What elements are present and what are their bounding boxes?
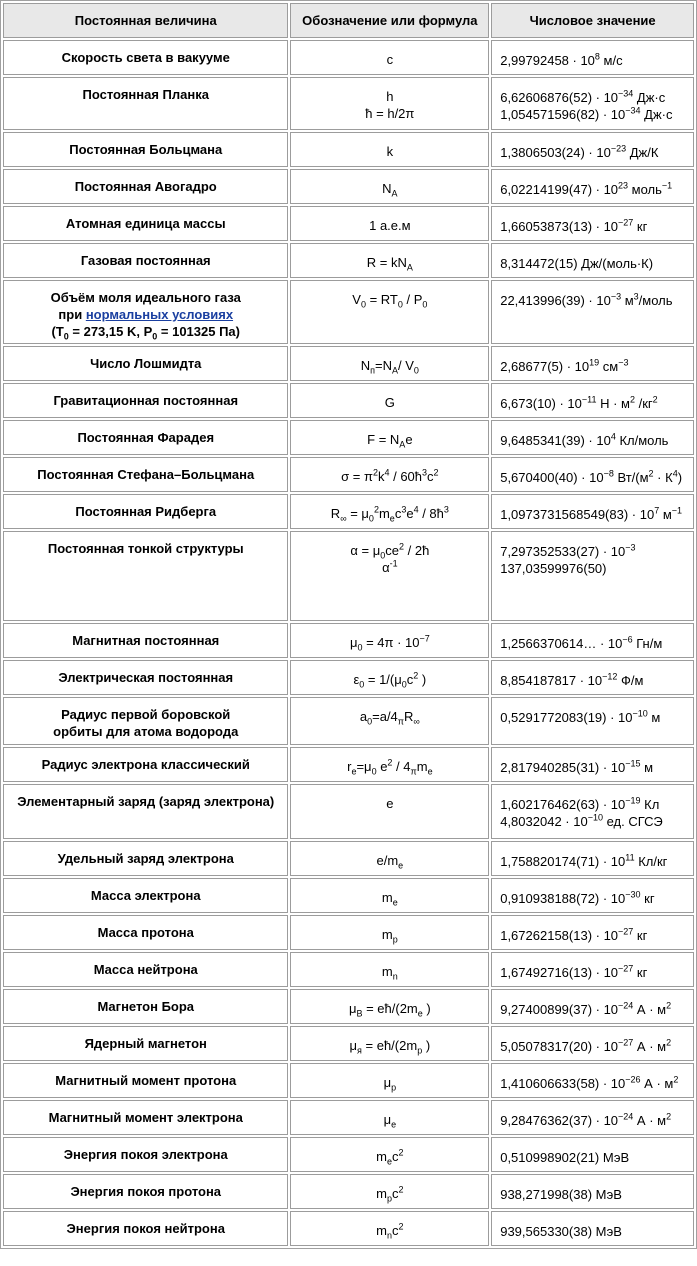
constant-symbol-line: $e/m_e$ [376,853,404,871]
constant-value-line: 0,510998902(21) МэВ [500,1150,630,1165]
constant-symbol-cell [290,457,489,492]
constant-value-cell [491,989,694,1024]
constant-name-cell [3,280,288,344]
constant-symbol-cell [290,878,489,913]
constant-name-line: Масса нейтрона [93,962,198,977]
constant-name-line: Масса электрона [90,888,201,903]
constant-symbol-line: $\alpha = \mu_0ce^2$ / 2ħ [350,541,430,561]
constant-symbol-line: c [386,52,394,67]
constant-value-cell [491,1174,694,1209]
constant-value-line: $8,854187817 \cdot 10^{-12}$ Ф/м [500,671,644,688]
constant-symbol-cell [290,915,489,950]
constant-value-cell [491,531,694,621]
constant-value-line: $2,68677(5) \cdot 10^{19}$ $см^{-3}$ [500,357,629,374]
constant-name-cell [3,1137,288,1172]
constant-value-cell [491,1137,694,1172]
constant-symbol-cell [290,494,489,529]
constant-symbol-cell [290,747,489,782]
table-row [3,878,694,913]
constant-symbol-cell [290,383,489,418]
constant-name-line: Магнитная постоянная [72,633,220,648]
constant-symbol-line: e [386,796,394,811]
constant-value-line: $9,27400899(37) \cdot 10^{-24}$ $А \cdot м^2$ [500,1000,672,1017]
constant-symbol-cell [290,989,489,1024]
table-row [3,915,694,950]
constant-name-cell [3,1026,288,1061]
table-row [3,40,694,75]
constant-value-cell [491,132,694,167]
constant-value-cell [491,383,694,418]
constant-value-cell [491,1063,694,1098]
header-row [3,3,694,38]
constant-symbol-line: ħ = h/2π [365,106,415,121]
constant-symbol-cell [290,697,489,745]
table-row [3,660,694,695]
constant-name-cell [3,989,288,1024]
constant-symbol-cell [290,841,489,876]
constant-symbol-line: $\alpha^{-1}$ [382,558,398,575]
constant-name-line: Гравитационная постоянная [53,393,239,408]
constant-symbol-cell [290,784,489,839]
constant-value-cell [491,346,694,381]
constant-name-line: Магнетон Бора [97,999,195,1014]
constant-symbol-line: $\mu_p$ [383,1075,397,1093]
constant-symbol-line: $\varepsilon_0 = 1/(\mu_0c^2$ ) [353,670,427,690]
table-row [3,494,694,529]
table-row [3,1063,694,1098]
constant-name-line: Магнитный момент протона [55,1073,237,1088]
table-row [3,132,694,167]
constant-value-line: $1,054571596(82) \cdot 10^{-34}$ Дж·с [500,105,673,122]
constant-name-cell [3,383,288,418]
header-symbol: Обозначение или формула [290,3,489,38]
constant-name-line[interactable]: при нормальных условиях [58,307,234,322]
constant-name-line: Радиус первой боровской [61,707,231,722]
constant-symbol-line: $\mu_0 = 4\pi \cdot 10^{-7}$ [349,633,430,653]
constant-value-cell [491,952,694,987]
constant-name-line: ($T_0 = 273,15$ K, $P_0 = 101325$ Па) [51,324,240,342]
constant-value-line: $0,910938188(72) \cdot 10^{-30}$ кг [500,889,655,906]
constant-value-cell [491,206,694,241]
constant-name-line: Постоянная тонкой структуры [47,541,244,556]
constant-name-cell [3,243,288,278]
constant-symbol-cell [290,1211,489,1246]
table-row [3,841,694,876]
constant-symbol-cell [290,346,489,381]
constant-symbol-cell [290,243,489,278]
constant-symbol-line: $\mu_я$ = $eħ/(2m_p$ ) [349,1038,431,1056]
constant-symbol-line: $m_n$ [381,964,398,982]
constant-value-cell [491,420,694,455]
constant-value-line: $1,3806503(24) \cdot 10^{-23}$ Дж/К [500,143,659,160]
table-row [3,206,694,241]
constant-name-cell [3,784,288,839]
constant-symbol-cell [290,1174,489,1209]
constant-value-line: $22,413996(39) \cdot 10^{-3}$ $м^3$/моль [500,291,673,308]
constant-value-line: 137,03599976(50) [500,561,607,576]
constant-name-cell [3,660,288,695]
constant-name-cell [3,915,288,950]
constant-name-cell [3,40,288,75]
constant-value-cell [491,697,694,745]
constant-name-line: Масса протона [97,925,194,940]
constant-value-cell [491,784,694,839]
constant-value-cell [491,1211,694,1246]
constant-symbol-cell [290,280,489,344]
constant-value-cell [491,40,694,75]
constant-value-cell [491,623,694,658]
table-row [3,243,694,278]
constant-value-line: $7,297352533(27) \cdot 10^{-3}$ [500,542,636,559]
header-name: Постоянная величина [3,3,288,38]
constant-value-line: $1,758820174(71) \cdot 10^{11}$ Кл/кг [500,852,668,869]
constant-symbol-cell [290,40,489,75]
constant-symbol-line: $m_p$ [381,927,398,945]
constant-name-cell [3,169,288,204]
constant-symbol-line: $\sigma = \pi^2k^4$ / $60ħ^3c^2$ [341,467,439,484]
constant-symbol-line: $a_0=a/4_\pi R_\infty$ [359,709,420,727]
constant-name-cell [3,1063,288,1098]
constant-symbol-line: $V_0 = RT_0 / P_0$ [352,292,428,310]
constant-name-cell [3,623,288,658]
table-row [3,747,694,782]
constant-symbol-line: $F = N_Ae$ [367,432,413,450]
constant-value-cell [491,243,694,278]
constant-name-line: орбиты для атома водорода [53,724,239,739]
constant-value-line: $9,28476362(37) \cdot 10^{-24}$ $А \cdot м^2$ [500,1111,672,1128]
constant-name-line: Объём моля идеального газа [50,290,241,305]
constant-symbol-cell [290,169,489,204]
constant-symbol-line: $N_п=N_A/$ $V_0$ [360,358,419,376]
constant-value-cell [491,915,694,950]
constant-name-cell [3,457,288,492]
table-row [3,697,694,745]
constant-symbol-cell [290,132,489,167]
constant-name-line: Элементарный заряд (заряд электрона) [17,794,275,809]
constant-symbol-cell [290,660,489,695]
constant-name-line: Энергия покоя протона [70,1184,222,1199]
constant-value-cell [491,1100,694,1135]
constant-value-line: $2,99792458 \cdot 10^8$ м/с [500,51,623,68]
constant-name-cell [3,878,288,913]
constant-value-cell [491,280,694,344]
constant-symbol-cell [290,531,489,621]
constant-name-line: Постоянная Стефана–Больцмана [37,467,255,482]
constant-name-line: Электрическая постоянная [58,670,234,685]
constant-value-cell [491,878,694,913]
constant-name-cell [3,346,288,381]
constant-symbol-cell [290,206,489,241]
constant-name-cell [3,1174,288,1209]
constant-name-line: Число Лошмидта [90,356,202,371]
constant-name-line: Постоянная Больцмана [69,142,223,157]
constant-symbol-cell [290,952,489,987]
table-row [3,952,694,987]
constant-value-line: $2,817940285(31) \cdot 10^{-15}$ м [500,758,654,775]
constant-symbol-line: $m_e$ [381,890,398,908]
constant-name-cell [3,132,288,167]
constant-symbol-line: $\mu_e$ [383,1112,397,1130]
constant-name-cell [3,952,288,987]
constant-name-line: Скорость света в вакууме [61,50,230,65]
constant-value-line: $9,6485341(39) \cdot 10^4$ Кл/моль [500,431,669,448]
table-row [3,623,694,658]
table-row [3,1211,694,1246]
constant-value-line: $6,62606876(52) \cdot 10^{-34}$ Дж·с [500,88,666,105]
table-row [3,784,694,839]
constant-value-line: $5,05078317(20) \cdot 10^{-27}$ $А \cdot м^2$ [500,1037,672,1054]
constant-value-line: $6,673(10) \cdot 10^{-11}$ $Н \cdot м^2$ $/кг^2$ [500,394,658,411]
constant-symbol-cell [290,77,489,130]
constant-value-cell [491,169,694,204]
constant-value-cell [491,77,694,130]
constant-name-line: Атомная единица массы [65,216,226,231]
constant-value-cell [491,747,694,782]
constant-symbol-cell [290,420,489,455]
constant-name-line: Постоянная Планка [82,87,209,102]
constant-symbol-line: h [386,89,394,104]
constant-name-line: Энергия покоя нейтрона [66,1221,225,1236]
constant-name-line: Радиус электрона классический [41,757,250,772]
constant-name-cell [3,841,288,876]
table-row [3,420,694,455]
constant-symbol-line: $m_pc^2$ [376,1184,404,1204]
constant-name-line: Энергия покоя электрона [63,1147,228,1162]
table-row [3,383,694,418]
constant-symbol-line: k [386,144,394,159]
constant-name-line: Ядерный магнетон [84,1036,207,1051]
constant-value-cell [491,1026,694,1061]
constant-name-line: Постоянная Фарадея [77,430,215,445]
table-row [3,346,694,381]
constant-name-cell [3,420,288,455]
constant-name-cell [3,494,288,529]
constant-value-line: 939,565330(38) МэВ [500,1224,622,1239]
constant-symbol-line: $N_A$ [382,181,398,199]
constant-value-line: 8,314472(15) Дж/(моль·К) [500,256,654,271]
table-header [3,3,694,38]
constant-name-line: Удельный заряд электрона [57,851,234,866]
constant-name-cell [3,697,288,745]
constant-name-cell [3,1100,288,1135]
constant-value-cell [491,660,694,695]
constant-name-cell [3,747,288,782]
constant-symbol-cell [290,1100,489,1135]
header-value: Числовое значение [491,3,694,38]
constant-name-line: Газовая постоянная [80,253,211,268]
constant-name-cell [3,206,288,241]
constant-value-line: $1,0973731568549(83) \cdot 10^7$ $м^{-1}$ [500,505,683,522]
constant-name-cell [3,531,288,621]
table-row [3,531,694,621]
constant-value-line: 1,2566370614… · $10^{-6}$ Гн/м [500,634,663,651]
constant-value-cell [491,841,694,876]
constant-symbol-cell [290,1137,489,1172]
constant-symbol-line: $R = kN_A$ [366,255,413,273]
constant-value-line: $1,67492716(13) \cdot 10^{-27}$ кг [500,963,648,980]
constant-symbol-line: G [384,395,395,410]
constant-value-line: $1,67262158(13) \cdot 10^{-27}$ кг [500,926,648,943]
constant-name-cell [3,77,288,130]
constant-symbol-line: $R_\infty = \mu_0^2m_ec^3e^4$ / $8ħ^3$ [330,504,449,524]
constant-value-cell [491,457,694,492]
table-row [3,1174,694,1209]
table-row [3,989,694,1024]
constant-value-line: $1,410606633(58) \cdot 10^{-26}$ $А \cdot м^2$ [500,1074,679,1091]
constant-symbol-cell [290,1026,489,1061]
constant-name-line: Постоянная Ридберга [75,504,217,519]
constant-symbol-cell [290,1063,489,1098]
constant-value-line: $1,602176462(63) \cdot 10^{-19}$ Кл [500,795,660,812]
constant-value-line: 938,271998(38) МэВ [500,1187,622,1202]
constant-symbol-line: $m_ec^2$ [376,1147,404,1167]
normal-conditions-link[interactable]: нормальных условиях [85,307,234,322]
constant-value-line: $5,670400(40) \cdot 10^{-8}$ $Вт/(м^2 \cdot К^4)$ [500,468,683,485]
table-row [3,457,694,492]
constant-value-line: $1,66053873(13) \cdot 10^{-27}$ кг [500,217,648,234]
constant-value-line: $4,8032042 \cdot 10^{-10}$ ед. СГСЭ [500,812,663,829]
constant-name-cell [3,1211,288,1246]
constant-symbol-cell [290,623,489,658]
constant-symbol-line: $r_e=\mu_0$ $e^2 / 4_\pi m_e$ [347,757,433,777]
table-row [3,1137,694,1172]
constant-symbol-line: 1 а.е.м [369,218,411,233]
table-row [3,1026,694,1061]
constant-symbol-line: $\mu_B$ = $eħ/(2m_e$ ) [348,1001,431,1019]
constant-name-line: Магнитный момент электрона [48,1110,243,1125]
table-row [3,280,694,344]
constant-symbol-line: $m_nc^2$ [376,1221,404,1241]
constant-name-line: Постоянная Авогадро [74,179,217,194]
table-body [3,40,694,1246]
table-row [3,1100,694,1135]
table-row [3,77,694,130]
constant-value-line: $0,5291772083(19) \cdot 10^{-10}$ м [500,708,661,725]
constant-value-line: $6,02214199(47) \cdot 10^{23}$ моль$^{-1}$ [500,180,673,197]
table-row [3,169,694,204]
constant-value-cell [491,494,694,529]
